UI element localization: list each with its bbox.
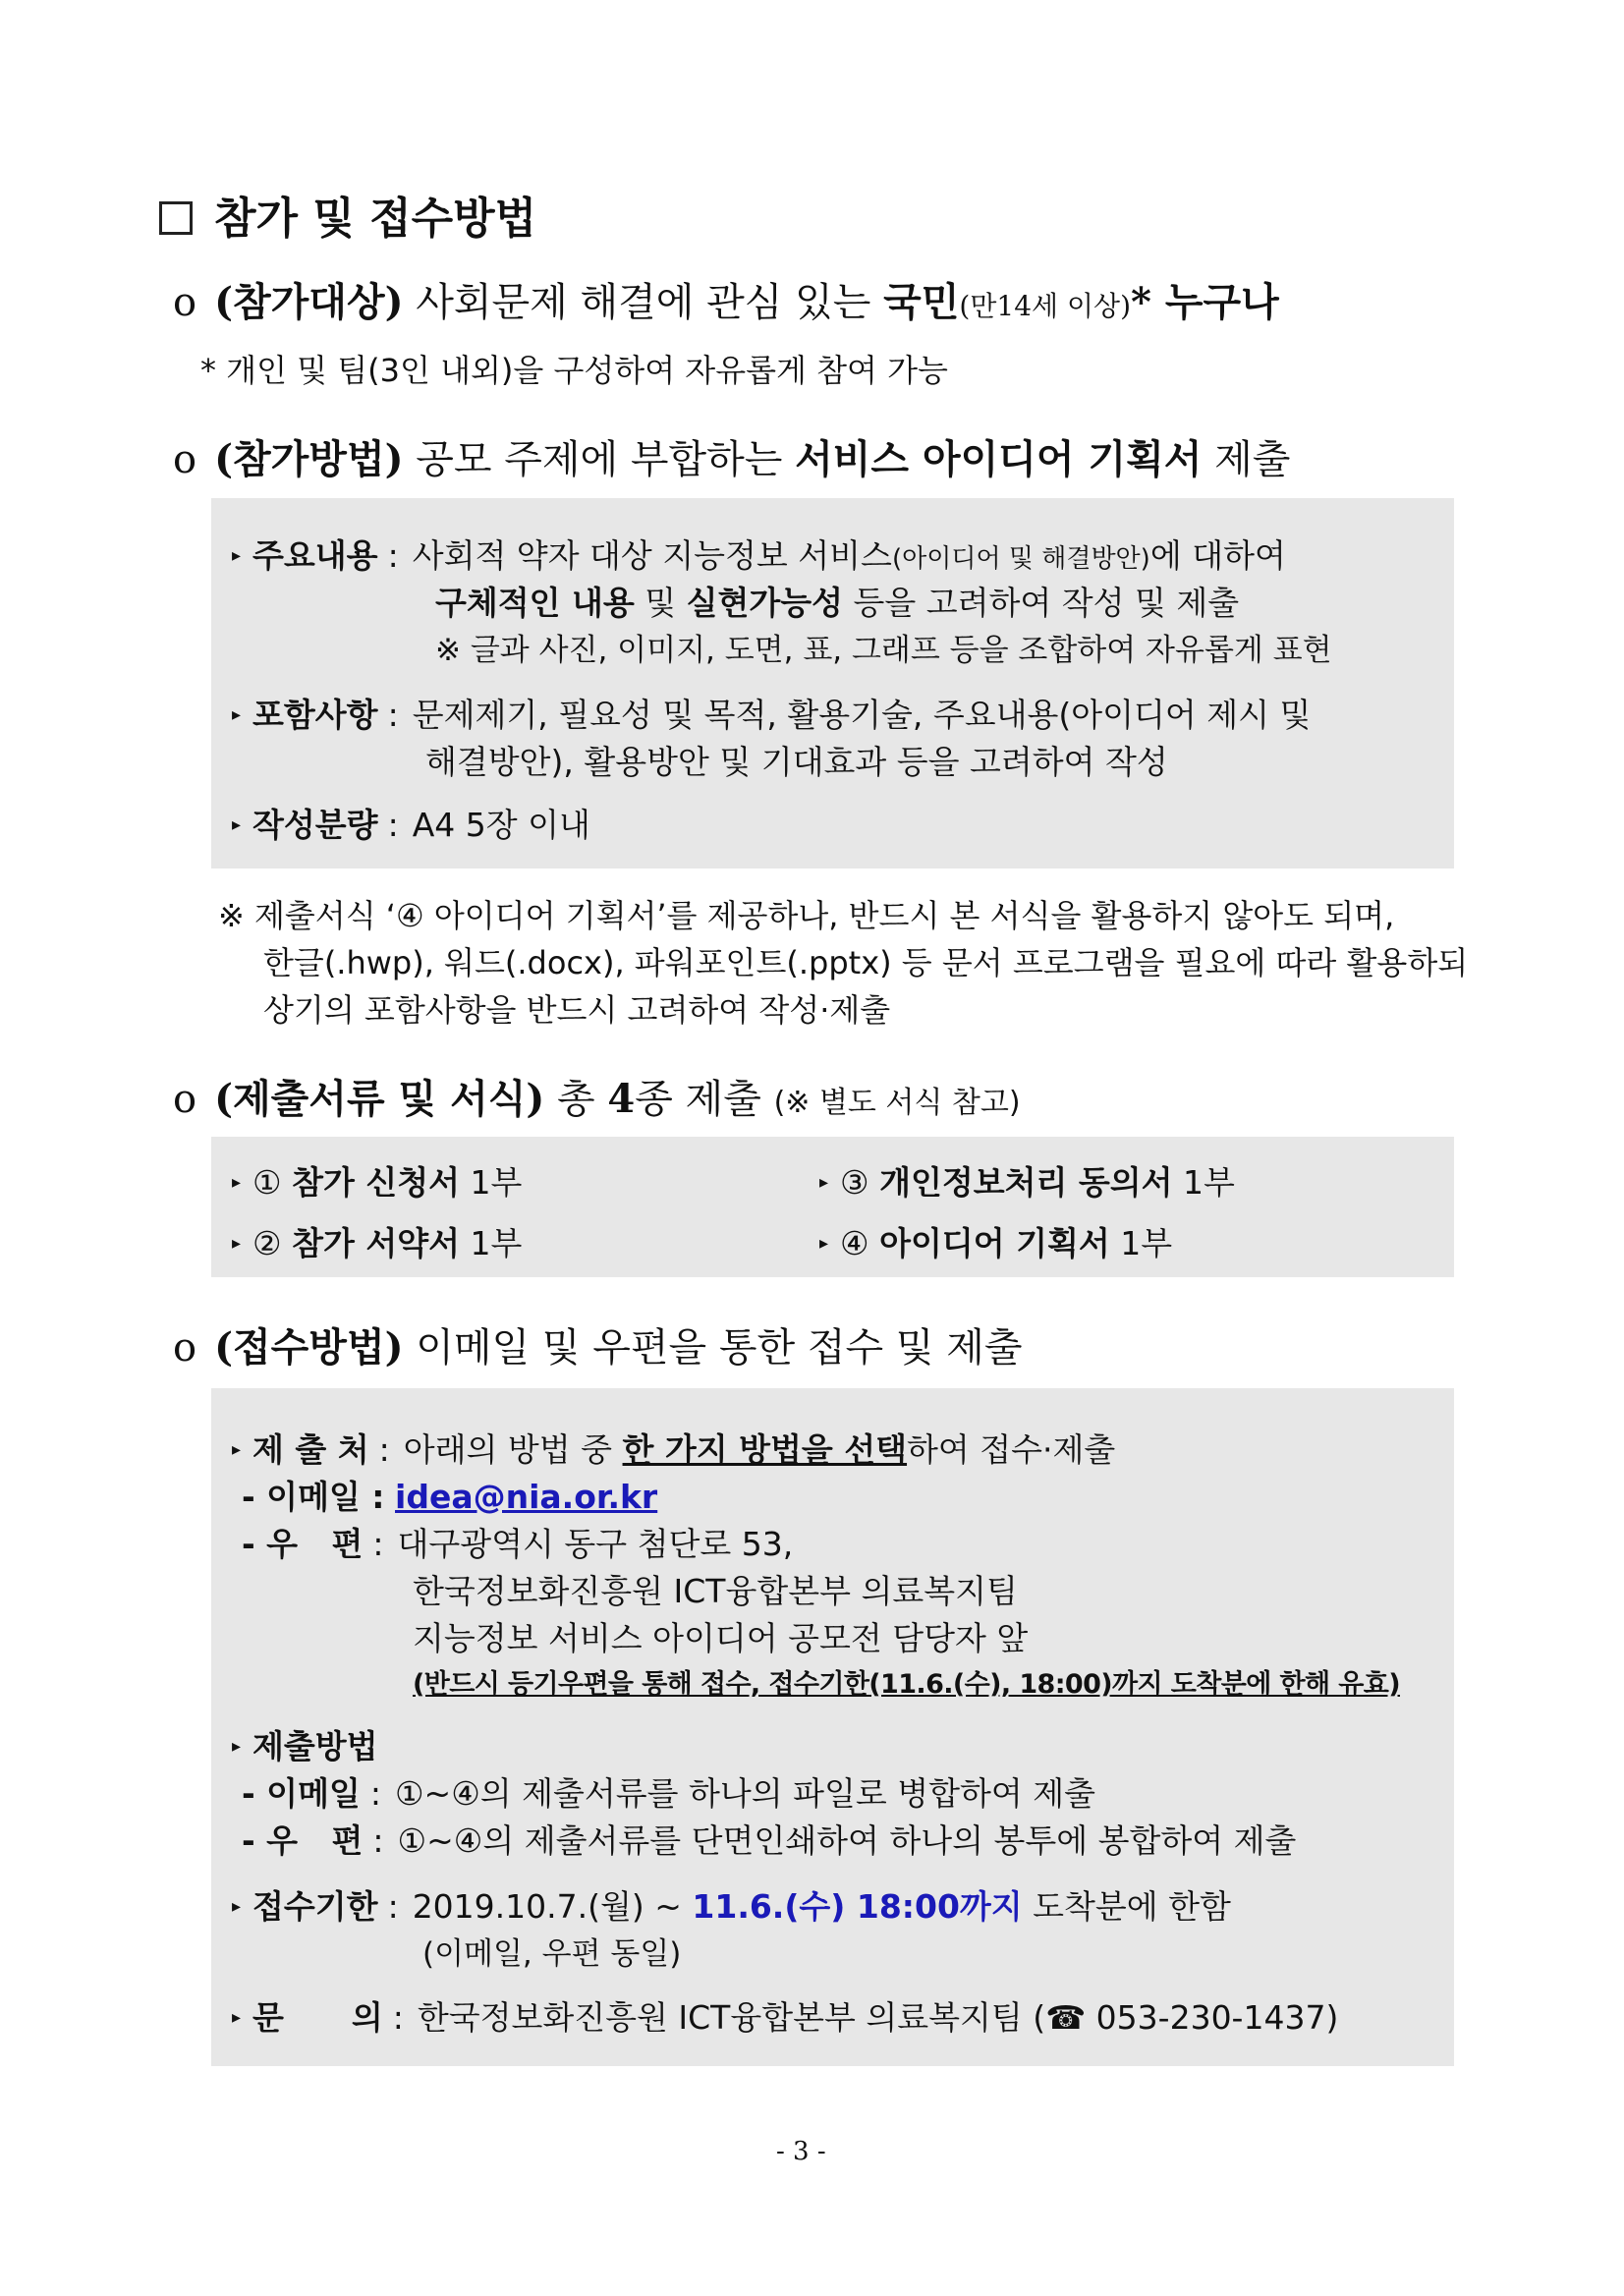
- how-email-row: - 이메일 : ①~④의 제출서류를 하나의 파일로 병합하여 제출: [242, 1774, 1096, 1813]
- triangle-bullet-icon: ▸: [232, 1896, 242, 1917]
- bullet-o: o: [173, 280, 197, 325]
- phone-icon: ☎: [1045, 1998, 1087, 2037]
- target-body: 사회문제 해결에 관심 있는: [416, 280, 871, 325]
- doc-name: 참가 신청서: [292, 1163, 461, 1202]
- main-content-row: ▸ 주요내용 : 사회적 약자 대상 지능정보 서비스(아이디어 및 해결방안)에 대하여: [232, 536, 1286, 575]
- checkbox-icon: [159, 201, 193, 235]
- post-condition: (반드시 등기우편을 통해 접수, 접수기한(11.6.(수), 18:00)까지 도착분에 한해 유효): [413, 1669, 1400, 1700]
- method-remark-3: 상기의 포함사항을 반드시 고려하여 작성·제출: [263, 991, 891, 1029]
- target-anyone: * 누구나: [1131, 279, 1279, 325]
- documents-total: 총: [557, 1077, 608, 1122]
- triangle-bullet-icon: ▸: [232, 1439, 242, 1460]
- deadline-end: 11.6.(수) 18:00까지: [692, 1887, 1023, 1926]
- target-strong: 국민: [883, 279, 960, 325]
- main-content-and: 및: [634, 584, 687, 622]
- documents-head: (제출서류 및 서식): [214, 1076, 545, 1122]
- email-link[interactable]: idea@nia.or.kr: [395, 1478, 658, 1516]
- how-post-text: ①~④의 제출서류를 단면인쇄하여 하나의 봉투에 봉합하여 제출: [397, 1821, 1297, 1860]
- doc-qty: 1부: [1183, 1163, 1235, 1202]
- email-row: [242, 1472, 657, 1518]
- deadline-label: 접수기한: [252, 1887, 378, 1926]
- doc-num: ②: [252, 1224, 282, 1262]
- contact-row: ▸ 문 의 : 한국정보화진흥원 ICT융합본부 의료복지팀 (☎ 053-230-1437): [232, 1998, 1339, 2037]
- doc-qty: 1부: [1120, 1224, 1173, 1262]
- target-age: (만14세 이상): [959, 290, 1131, 322]
- documents-count: 4: [607, 1076, 636, 1122]
- doc-qty: 1부: [470, 1224, 523, 1262]
- email-label: - 이메일 :: [242, 1478, 385, 1516]
- deadline-note: (이메일, 우편 동일): [422, 1936, 682, 1972]
- doc-num: ④: [840, 1224, 869, 1262]
- include-text: 문제제기, 필요성 및 목적, 활용기술, 주요내용(아이디어 제시 및: [412, 696, 1312, 734]
- contact-label: 문 의: [252, 1998, 383, 2037]
- method-strong: 서비스 아이디어 기획서: [795, 437, 1203, 482]
- doc-qty: 1부: [470, 1163, 523, 1202]
- include-label: 포함사항: [252, 696, 378, 734]
- amount-row: ▸ 작성분량 : A4 5장 이내: [232, 806, 590, 844]
- include-line2: 해결방안), 활용방안 및 기대효과 등을 고려하여 작성: [425, 743, 1168, 781]
- documents-submit: 종 제출: [635, 1077, 761, 1122]
- main-content-label: 주요내용: [252, 536, 378, 575]
- doc-item: [819, 1157, 1235, 1204]
- doc-name: 아이디어 기획서: [879, 1224, 1110, 1262]
- dest-tail: 하여 접수·제출: [907, 1430, 1116, 1469]
- post-address-3: 지능정보 서비스 아이디어 공모전 담당자 앞: [413, 1619, 1029, 1657]
- method-body: 공모 주제에 부합하는: [416, 437, 783, 482]
- method-remark-2: 한글(.hwp), 워드(.docx), 파워포인트(.pptx) 등 문서 프로그램을 필요에 따라 활용하되: [263, 944, 1469, 981]
- page-number: - 3 -: [776, 2137, 826, 2166]
- how-post-row: - 우 편 : ①~④의 제출서류를 단면인쇄하여 하나의 봉투에 봉합하여 제출: [242, 1821, 1297, 1860]
- main-content-line2: [435, 578, 1239, 624]
- main-content-feasibility: 실현가능성: [686, 584, 844, 622]
- include-row: ▸ 포함사항 : 문제제기, 필요성 및 목적, 활용기술, 주요내용(아이디어 제시 및: [232, 696, 1312, 734]
- triangle-bullet-icon: ▸: [232, 704, 242, 725]
- post-row: - 우 편 : 대구광역시 동구 첨단로 53,: [242, 1525, 794, 1563]
- triangle-bullet-icon: ▸: [819, 1233, 829, 1254]
- amount-value: A4 5장 이내: [412, 806, 590, 844]
- how-email-text: ①~④의 제출서류를 하나의 파일로 병합하여 제출: [394, 1774, 1096, 1813]
- method-remark-1: ※ 제출서식 ‘④ 아이디어 기획서’를 제공하나, 반드시 본 서식을 활용하지 않아도 되며,: [218, 897, 1395, 934]
- documents-note: (※ 별도 서식 참고): [773, 1086, 1021, 1120]
- doc-item: [232, 1157, 522, 1204]
- doc-name: 참가 서약서: [292, 1224, 461, 1262]
- triangle-bullet-icon: ▸: [819, 1172, 829, 1193]
- section-title-text: 참가 및 접수방법: [214, 194, 537, 244]
- post-label: - 우 편: [242, 1525, 364, 1563]
- submit-head: (접수방법): [214, 1324, 404, 1371]
- main-content-specific: 구체적인 내용: [435, 584, 635, 622]
- doc-num: ①: [252, 1163, 282, 1202]
- how-post-label: - 우 편: [242, 1821, 364, 1860]
- main-content-small: (아이디어 및 해결방안): [891, 544, 1150, 574]
- target-head: (참가대상): [214, 279, 404, 325]
- triangle-bullet-icon: ▸: [232, 1736, 242, 1757]
- submit-body: 이메일 및 우편을 통한 접수 및 제출: [416, 1325, 1023, 1371]
- bullet-o: o: [173, 1077, 197, 1122]
- method-head: (참가방법): [214, 436, 404, 482]
- deadline-start: 2019.10.7.(월) ~: [412, 1887, 693, 1926]
- post-address-1: 대구광역시 동구 첨단로 53,: [397, 1525, 794, 1563]
- target-line: [173, 271, 1279, 327]
- target-note: * 개인 및 팀(3인 내외)을 구성하여 자유롭게 참여 가능: [200, 352, 948, 389]
- dest-choose-one: 한 가지 방법을 선택: [622, 1430, 908, 1469]
- contact-phone: 053-230-1437): [1086, 1998, 1339, 2037]
- dest-label: 제 출 처: [252, 1430, 369, 1469]
- doc-item: [819, 1218, 1172, 1264]
- triangle-bullet-icon: ▸: [232, 1233, 242, 1254]
- dest-text: 아래의 방법 중: [403, 1430, 623, 1469]
- method-tail: 제출: [1214, 437, 1291, 482]
- contact-org: 한국정보화진흥원 ICT융합본부 의료복지팀 (: [417, 1998, 1046, 2037]
- bullet-o: o: [173, 437, 197, 482]
- submit-line: [173, 1316, 1022, 1372]
- bullet-o: o: [173, 1325, 197, 1371]
- main-content-note: ※ 글과 사진, 이미지, 도면, 표, 그래프 등을 조합하여 자유롭게 표현: [435, 633, 1332, 668]
- doc-item: [232, 1218, 522, 1264]
- post-address-2: 한국정보화진흥원 ICT융합본부 의료복지팀: [413, 1572, 1018, 1610]
- triangle-bullet-icon: ▸: [232, 814, 242, 835]
- how-row: [232, 1721, 378, 1767]
- triangle-bullet-icon: ▸: [232, 545, 242, 566]
- method-line: [173, 428, 1290, 484]
- triangle-bullet-icon: ▸: [232, 1172, 242, 1193]
- main-content-text: 사회적 약자 대상 지능정보 서비스: [412, 536, 892, 575]
- main-content-rest: 등을 고려하여 작성 및 제출: [843, 584, 1240, 622]
- main-content-tail: 에 대하여: [1149, 536, 1286, 575]
- doc-name: 개인정보처리 동의서: [879, 1163, 1173, 1202]
- section-title: [159, 183, 536, 246]
- how-label: 제출방법: [252, 1727, 378, 1765]
- how-email-label: - 이메일: [242, 1774, 361, 1813]
- deadline-tail: 도착분에 한함: [1022, 1887, 1231, 1926]
- dest-row: ▸ 제 출 처 : 아래의 방법 중 한 가지 방법을 선택하여 접수·제출: [232, 1430, 1116, 1469]
- documents-line: [173, 1068, 1021, 1124]
- doc-num: ③: [840, 1163, 869, 1202]
- deadline-row: ▸ 접수기한 : 2019.10.7.(월) ~ 11.6.(수) 18:00까지 도착분에 한함: [232, 1887, 1231, 1926]
- triangle-bullet-icon: ▸: [232, 2007, 242, 2028]
- amount-label: 작성분량: [252, 806, 378, 844]
